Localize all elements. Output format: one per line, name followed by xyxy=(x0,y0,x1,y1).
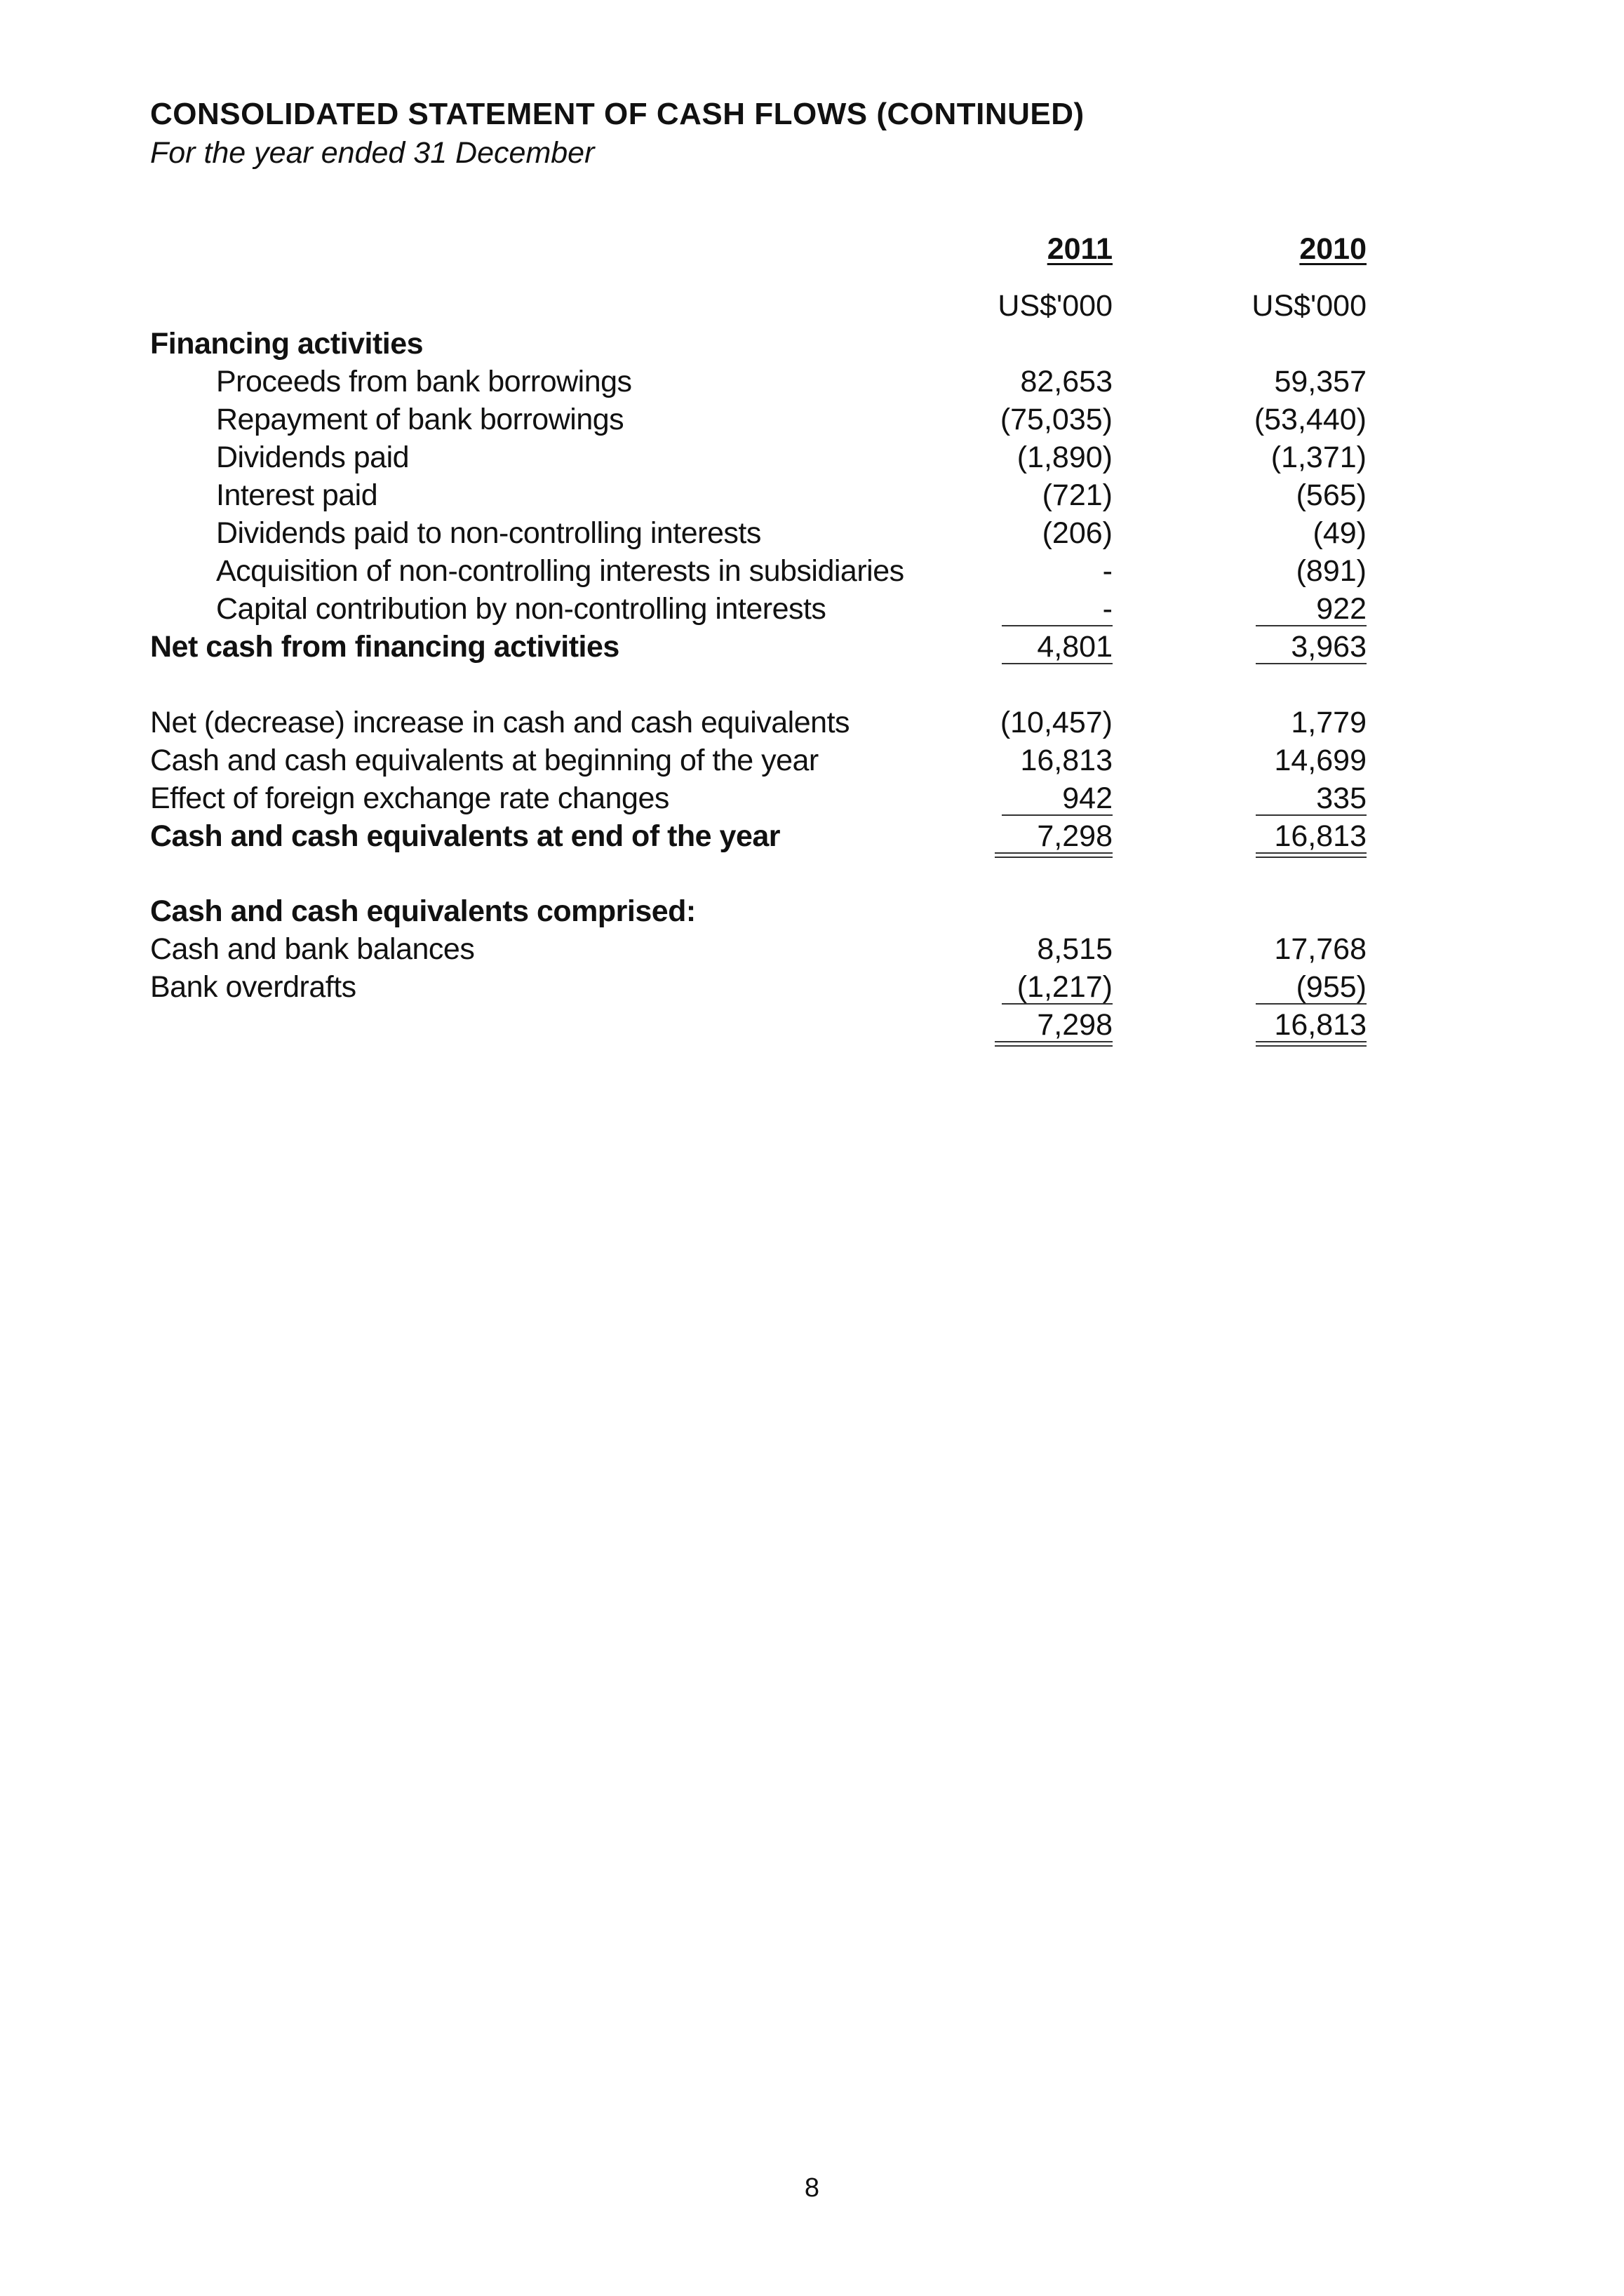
statement-subtitle: For the year ended 31 December xyxy=(150,136,595,170)
row-value-2010: 922 xyxy=(1316,592,1367,626)
row-label: Proceeds from bank borrowings xyxy=(216,365,632,398)
unit-2011-header: US$'000 xyxy=(998,289,1113,323)
movement-total-row xyxy=(0,817,1624,855)
row-label: Capital contribution by non-controlling interests xyxy=(216,592,826,626)
row-value-2010: (49) xyxy=(1313,516,1367,550)
table-row xyxy=(0,438,1624,476)
subtotal-rule xyxy=(1002,625,1113,626)
row-value-2010: 1,779 xyxy=(1291,706,1367,739)
subtotal-rule xyxy=(1256,625,1367,626)
financing-total-row xyxy=(0,628,1624,666)
row-label: Net (decrease) increase in cash and cash equivalents xyxy=(150,706,850,739)
page-number: 8 xyxy=(804,2173,820,2203)
subtotal-rule xyxy=(1256,814,1367,816)
comprised-heading: Cash and cash equivalents comprised: xyxy=(150,894,696,928)
row-label: Dividends paid xyxy=(216,441,410,474)
double-rule xyxy=(995,857,1113,858)
row-label: Net cash from financing activities xyxy=(150,630,619,664)
comprised-heading-row xyxy=(0,892,1624,930)
unit-2010-header: US$'000 xyxy=(1251,289,1367,323)
row-value-2011: (1,217) xyxy=(1016,970,1113,1004)
double-rule xyxy=(995,1041,1113,1042)
row-value-2011: (206) xyxy=(1042,516,1113,550)
row-value-2010: (565) xyxy=(1296,478,1367,512)
row-label: Dividends paid to non-controlling interests xyxy=(216,516,761,550)
row-value-2010: (955) xyxy=(1296,970,1367,1004)
row-value-2011: 82,653 xyxy=(1020,365,1113,398)
table-row xyxy=(0,552,1624,590)
double-rule xyxy=(995,852,1113,854)
double-rule xyxy=(1256,1041,1367,1042)
row-label: Repayment of bank borrowings xyxy=(216,403,624,436)
row-value-2011: (10,457) xyxy=(1000,706,1113,739)
year-2011-header: 2011 xyxy=(1047,232,1113,266)
table-row xyxy=(0,514,1624,552)
double-rule xyxy=(1256,857,1367,858)
row-value-2011: 7,298 xyxy=(1037,1008,1113,1042)
row-label: Cash and bank balances xyxy=(150,932,475,966)
table-row xyxy=(0,476,1624,514)
row-value-2010: (1,371) xyxy=(1270,441,1367,474)
row-value-2011: (1,890) xyxy=(1016,441,1113,474)
financing-heading: Financing activities xyxy=(150,327,424,361)
table-row xyxy=(0,590,1624,628)
subtotal-rule xyxy=(1002,814,1113,816)
row-label: Acquisition of non-controlling interests in subsidiaries xyxy=(216,554,904,588)
total-rule xyxy=(1002,663,1113,664)
row-value-2011: - xyxy=(1102,592,1113,626)
row-label: Effect of foreign exchange rate changes xyxy=(150,781,669,815)
table-row xyxy=(0,741,1624,779)
row-label: Bank overdrafts xyxy=(150,970,356,1004)
row-value-2010: 335 xyxy=(1316,781,1367,815)
table-row xyxy=(0,363,1624,401)
table-row xyxy=(0,930,1624,968)
row-value-2011: (75,035) xyxy=(1000,403,1113,436)
column-unit-header xyxy=(0,287,1624,325)
total-rule xyxy=(1256,663,1367,664)
row-value-2010: 14,699 xyxy=(1274,744,1367,777)
row-value-2010: 59,357 xyxy=(1274,365,1367,398)
row-value-2010: (891) xyxy=(1296,554,1367,588)
subtotal-rule xyxy=(1002,1003,1113,1005)
double-rule xyxy=(1256,1045,1367,1047)
row-value-2010: 16,813 xyxy=(1274,819,1367,853)
table-row xyxy=(0,401,1624,438)
column-year-header xyxy=(0,230,1624,268)
row-value-2011: 7,298 xyxy=(1037,819,1113,853)
table-row xyxy=(0,779,1624,817)
double-rule xyxy=(1256,852,1367,854)
row-label: Cash and cash equivalents at beginning of the year xyxy=(150,744,819,777)
row-value-2010: 3,963 xyxy=(1291,630,1367,664)
row-value-2010: 17,768 xyxy=(1274,932,1367,966)
row-value-2011: 8,515 xyxy=(1037,932,1113,966)
row-value-2011: (721) xyxy=(1042,478,1113,512)
row-label: Cash and cash equivalents at end of the year xyxy=(150,819,781,853)
table-row xyxy=(0,968,1624,1006)
row-value-2011: - xyxy=(1102,554,1113,588)
row-value-2010: 16,813 xyxy=(1274,1008,1367,1042)
row-value-2011: 16,813 xyxy=(1020,744,1113,777)
financing-heading-row xyxy=(0,325,1624,363)
row-label: Interest paid xyxy=(216,478,378,512)
row-value-2011: 942 xyxy=(1062,781,1113,815)
row-value-2010: (53,440) xyxy=(1254,403,1367,436)
table-row xyxy=(0,704,1624,741)
statement-title: CONSOLIDATED STATEMENT OF CASH FLOWS (CONTINUED) xyxy=(150,97,1085,131)
comprised-total-row xyxy=(0,1006,1624,1044)
double-rule xyxy=(995,1045,1113,1047)
row-value-2011: 4,801 xyxy=(1037,630,1113,664)
year-2010-header: 2010 xyxy=(1299,232,1367,266)
subtotal-rule xyxy=(1256,1003,1367,1005)
